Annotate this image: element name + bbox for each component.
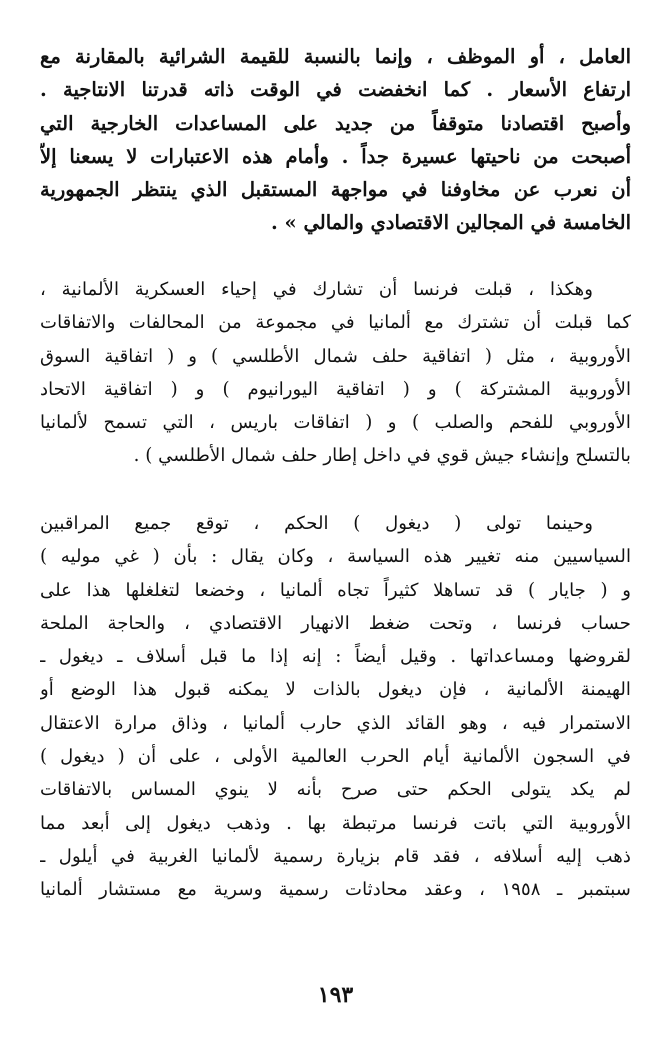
text-line: بالتسلح وإنشاء جيش قوي في داخل إطار حلف شمال الأطلسي ) . <box>133 445 631 467</box>
quoted-passage <box>40 40 631 240</box>
text-line: الخامسة في المجالين الاقتصادي والمالي » . <box>270 211 631 235</box>
text-line: و ( جايار ) قد تساهلا كثيراً تجاه ألمانيا ، وخضعا لتغلغلها هذا على <box>40 579 631 601</box>
text-line: وحينما تولى ( ديغول ) الحكم ، توقع جميع المراقبين <box>40 513 593 534</box>
text-line: لم يكد يتولى الحكم حتى صرح بأنه لا ينوي المساس بالاتفاقات <box>40 779 631 801</box>
text-line: في السجون الألمانية أيام الحرب العالمية الأولى ، على أن ( ديغول ) <box>40 746 631 768</box>
text-line: العامل ، أو الموظف ، وإنما بالنسبة للقيمة الشرائية بالمقارنة مع <box>40 45 631 68</box>
text-line: سبتمبر ـ ١٩٥٨ ، وعقد محادثات رسمية وسرية مع مستشار ألمانيا <box>40 879 631 901</box>
text-line: الاستمرار فيه ، وهو القائد الذي حارب ألمانيا ، وذاق مرارة الاعتقال <box>40 712 631 734</box>
text-line: أن نعرب عن مخاوفنا في مواجهة المستقبل الذي ينتظر الجمهورية <box>40 178 631 202</box>
text-line: أصبحت من ناحيتها عسيرة جداً . وأمام هذه الاعتبارات لا يسعنا إلاّ <box>40 144 631 168</box>
text-line: لقروضها ومساعداتها . وقيل أيضاً : إنه إذا ما قبل أسلاف ـ ديغول ـ <box>40 646 631 668</box>
paragraph-de-gaulle <box>40 507 631 907</box>
text-line: حساب فرنسا ، وتحت ضغط الانهيار الاقتصادي ، والحاجة الملحة <box>40 612 631 634</box>
text-line: الأوروبية التي باتت فرنسا مرتبطة بها . وذهب ديغول إلى أبعد مما <box>40 812 631 834</box>
text-line: كما قبلت أن تشترك مع ألمانيا في مجموعة من المحالفات والاتفاقات <box>40 312 631 334</box>
page-number: ١٩٣ <box>317 982 354 1008</box>
book-page <box>40 0 631 1053</box>
text-line: وهكذا ، قبلت فرنسا أن تشارك في إحياء العسكرية الألمانية ، <box>40 279 593 300</box>
text-line: وأصبح اقتصادنا متوقفاً من جديد على المساعدات الخارجية التي <box>40 111 631 135</box>
paragraph-alliances <box>40 273 631 473</box>
text-line: الأوروبي للفحم والصلب ) و ( اتفاقات باريس ، التي تسمح لألمانيا <box>40 412 631 434</box>
text-line: السياسيين منه تغيير هذه السياسة ، وكان يقال : بأن ( غي موليه ) <box>40 546 631 568</box>
text-line: الهيمنة الألمانية ، فإن ديغول بالذات لا يمكنه قبول هذا الوضع أو <box>40 679 631 701</box>
text-line: ذهب إليه أسلافه ، فقد قام بزيارة رسمية لألمانيا الغربية في أيلول ـ <box>40 845 631 867</box>
text-line: الأوروبية المشتركة ) و ( اتفاقية اليورانيوم ) و ( اتفاقية الاتحاد <box>40 378 631 400</box>
text-line: ارتفاع الأسعار . كما انخفضت في الوقت ذاته قدرتنا الانتاجية . <box>40 78 631 102</box>
text-line: الأوروبية ، مثل ( اتفاقية حلف شمال الأطلسي ) و ( اتفاقية السوق <box>40 345 631 367</box>
